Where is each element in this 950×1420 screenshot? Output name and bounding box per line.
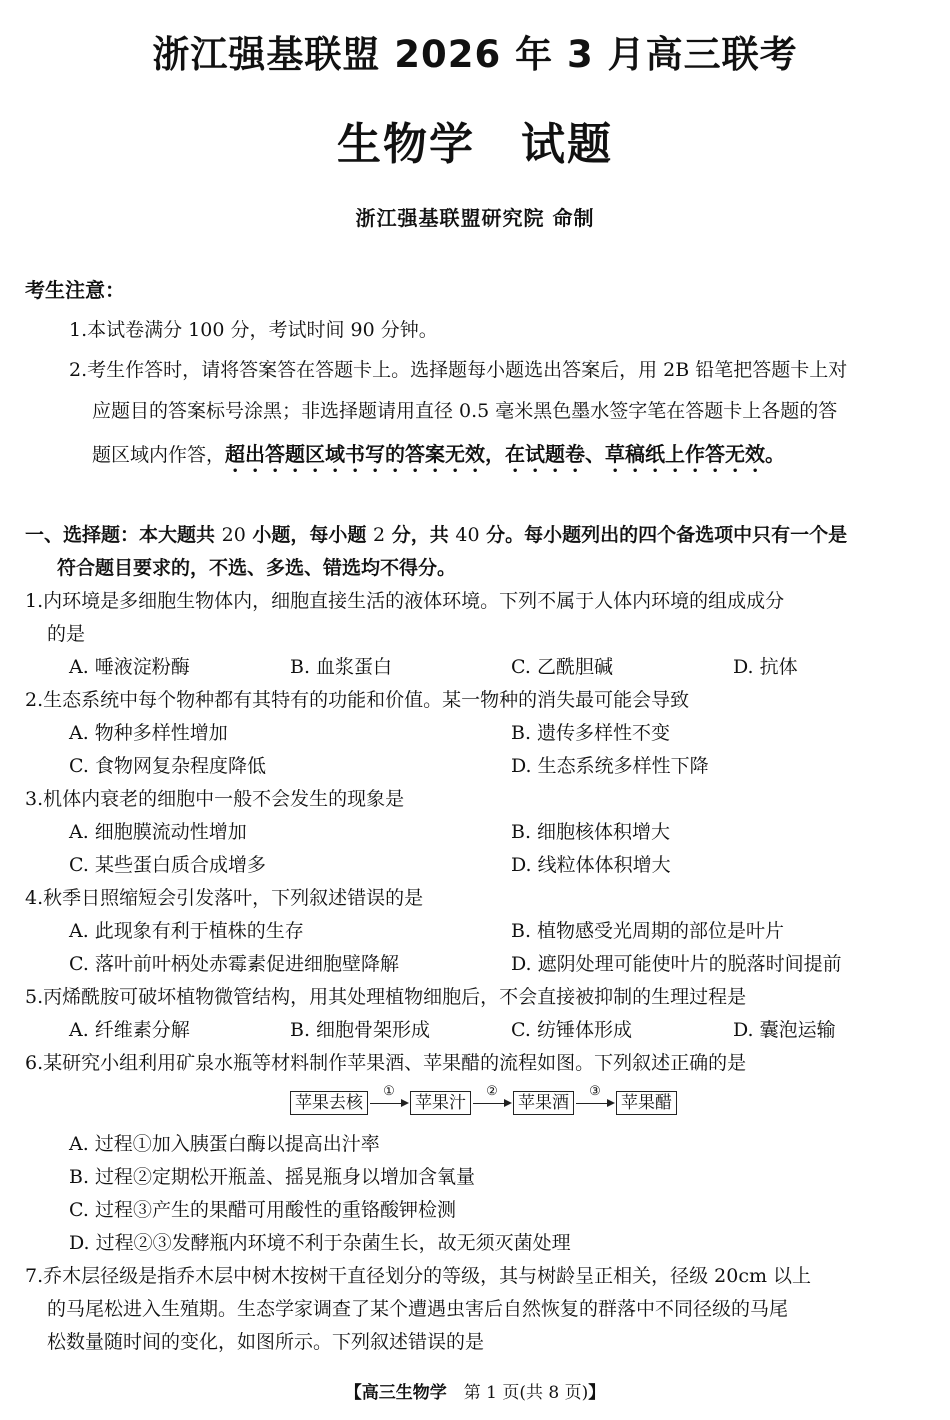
notice-item-2-line-2: 应题目的答案标号涂黑；非选择题请用直径 0.5 毫米黑色墨水签字笔在答题卡上各题的答 (92, 400, 838, 422)
flow-step-1: 苹果去核 (290, 1091, 368, 1115)
q6-stem: 6.某研究小组利用矿泉水瓶等材料制作苹果酒、苹果醋的流程如图。下列叙述正确的是 (25, 1052, 747, 1074)
q5-option-a: A. 纤维素分解 (69, 1019, 190, 1041)
q3-option-d: D. 线粒体体积增大 (511, 854, 671, 876)
notice-item-2-line-1: 2.考生作答时，请将答案答在答题卡上。选择题每小题选出答案后，用 2B 铅笔把答题卡上对 (69, 359, 848, 381)
q2-option-c: C. 食物网复杂程度降低 (69, 755, 266, 777)
notice-heading: 考生注意： (25, 278, 125, 302)
q2-option-a: A. 物种多样性增加 (69, 722, 228, 744)
q6-option-b: B. 过程②定期松开瓶盖、摇晃瓶身以增加含氧量 (69, 1166, 476, 1188)
q4-stem: 4.秋季日照缩短会引发落叶，下列叙述错误的是 (25, 887, 424, 909)
flow-arrow-1-label: ① (383, 1084, 395, 1099)
footer-page-number: 第 1 页(共 8 页) (446, 1383, 589, 1403)
page-footer (0, 1378, 950, 1403)
q6-option-c: C. 过程③产生的果醋可用酸性的重铬酸钾检测 (69, 1199, 456, 1221)
q5-option-b: B. 细胞骨架形成 (290, 1019, 431, 1041)
q1-option-b: B. 血浆蛋白 (290, 656, 393, 678)
section-heading-part: 小题，每小题 (245, 524, 374, 546)
subject-title: 生物学 试题 (337, 119, 613, 170)
flow-step-4: 苹果醋 (616, 1091, 677, 1115)
flow-arrow-1 (368, 1084, 410, 1116)
q5-option-d: D. 囊泡运输 (733, 1019, 836, 1041)
q1-option-c: C. 乙酰胆碱 (511, 656, 613, 678)
section-heading-part: 分。每小题列出的四个备选项中只有一个是 (479, 524, 848, 546)
q1-option-d: D. 抗体 (733, 656, 798, 678)
notice-item-1: 1.本试卷满分 100 分，考试时间 90 分钟。 (69, 319, 438, 341)
points-each: 2 (373, 524, 386, 546)
q3-option-c: C. 某些蛋白质合成增多 (69, 854, 266, 876)
q7-stem-line-1: 7.乔木层径级是指乔木层中树木按树干直径划分的等级，其与树龄呈正相关，径级 20cm 以上 (25, 1265, 812, 1287)
q4-option-c: C. 落叶前叶柄处赤霉素促进细胞壁降解 (69, 953, 399, 975)
exam-title: 浙江强基联盟 2026 年 3 月高三联考 (152, 33, 798, 76)
notice-item-2-normal-text: 题区域内作答， (92, 444, 226, 466)
q6-option-d: D. 过程②③发酵瓶内环境不利于杂菌生长，故无须灭菌处理 (69, 1232, 571, 1254)
q7-stem-line-2: 的马尾松进入生殖期。生态学家调查了某个遭遇虫害后自然恢复的群落中不同径级的马尾 (47, 1298, 789, 1320)
process-flow-diagram (290, 1084, 677, 1116)
q4-option-a: A. 此现象有利于植株的生存 (69, 920, 304, 942)
section-heading-part: 一、选择题：本大题共 (25, 524, 222, 546)
q4-option-b: B. 植物感受光周期的部位是叶片 (511, 920, 785, 942)
q7-stem-line-3: 松数量随时间的变化，如图所示。下列叙述错误的是 (47, 1331, 485, 1353)
q2-stem: 2.生态系统中每个物种都有其特有的功能和价值。某一物种的消失最可能会导致 (25, 689, 690, 711)
flow-step-3: 苹果酒 (513, 1091, 574, 1115)
points-total: 40 (455, 524, 480, 546)
q4-option-d: D. 遮阴处理可能使叶片的脱落时间提前 (511, 953, 842, 975)
section-1-heading (25, 526, 847, 545)
q2-option-b: B. 遗传多样性不变 (511, 722, 671, 744)
q5-stem: 5.丙烯酰胺可破坏植物微管结构，用其处理植物细胞后，不会直接被抑制的生理过程是 (25, 986, 747, 1008)
footer-subject: 高三生物学 (361, 1383, 447, 1403)
q3-stem: 3.机体内衰老的细胞中一般不会发生的现象是 (25, 788, 405, 810)
q1-stem-line-1: 1.内环境是多细胞生物体内，细胞直接生活的液体环境。下列不属于人体内环境的组成成分 (25, 590, 785, 612)
flow-arrow-2-label: ② (486, 1084, 498, 1099)
q5-option-c: C. 纺锤体形成 (511, 1019, 632, 1041)
question-count: 20 (221, 524, 246, 546)
q2-option-d: D. 生态系统多样性下降 (511, 755, 709, 777)
section-heading-part: 分，共 (385, 524, 456, 546)
section-1-rule: 符合题目要求的，不选、多选、错选均不得分。 (57, 557, 457, 579)
publisher-line: 浙江强基联盟研究院 命制 (355, 206, 595, 230)
flow-arrow-3-label: ③ (589, 1084, 601, 1099)
q3-option-b: B. 细胞核体积增大 (511, 821, 671, 843)
q1-option-a: A. 唾液淀粉酶 (69, 656, 190, 678)
q6-option-a: A. 过程①加入胰蛋白酶以提高出汁率 (69, 1133, 380, 1155)
flow-arrow-3 (574, 1084, 616, 1116)
flow-arrow-2 (471, 1084, 513, 1116)
q3-option-a: A. 细胞膜流动性增加 (69, 821, 247, 843)
footer-bracket-close: 】 (588, 1383, 606, 1403)
notice-emphasis-text: 超出答题区域书写的答案无效，在试题卷、草稿纸上作答无效。 (225, 442, 786, 466)
notice-item-2-line-3 (92, 442, 785, 477)
footer-bracket-open: 【 (344, 1383, 362, 1403)
q1-stem-line-2: 的是 (47, 623, 86, 645)
flow-step-2: 苹果汁 (410, 1091, 471, 1115)
